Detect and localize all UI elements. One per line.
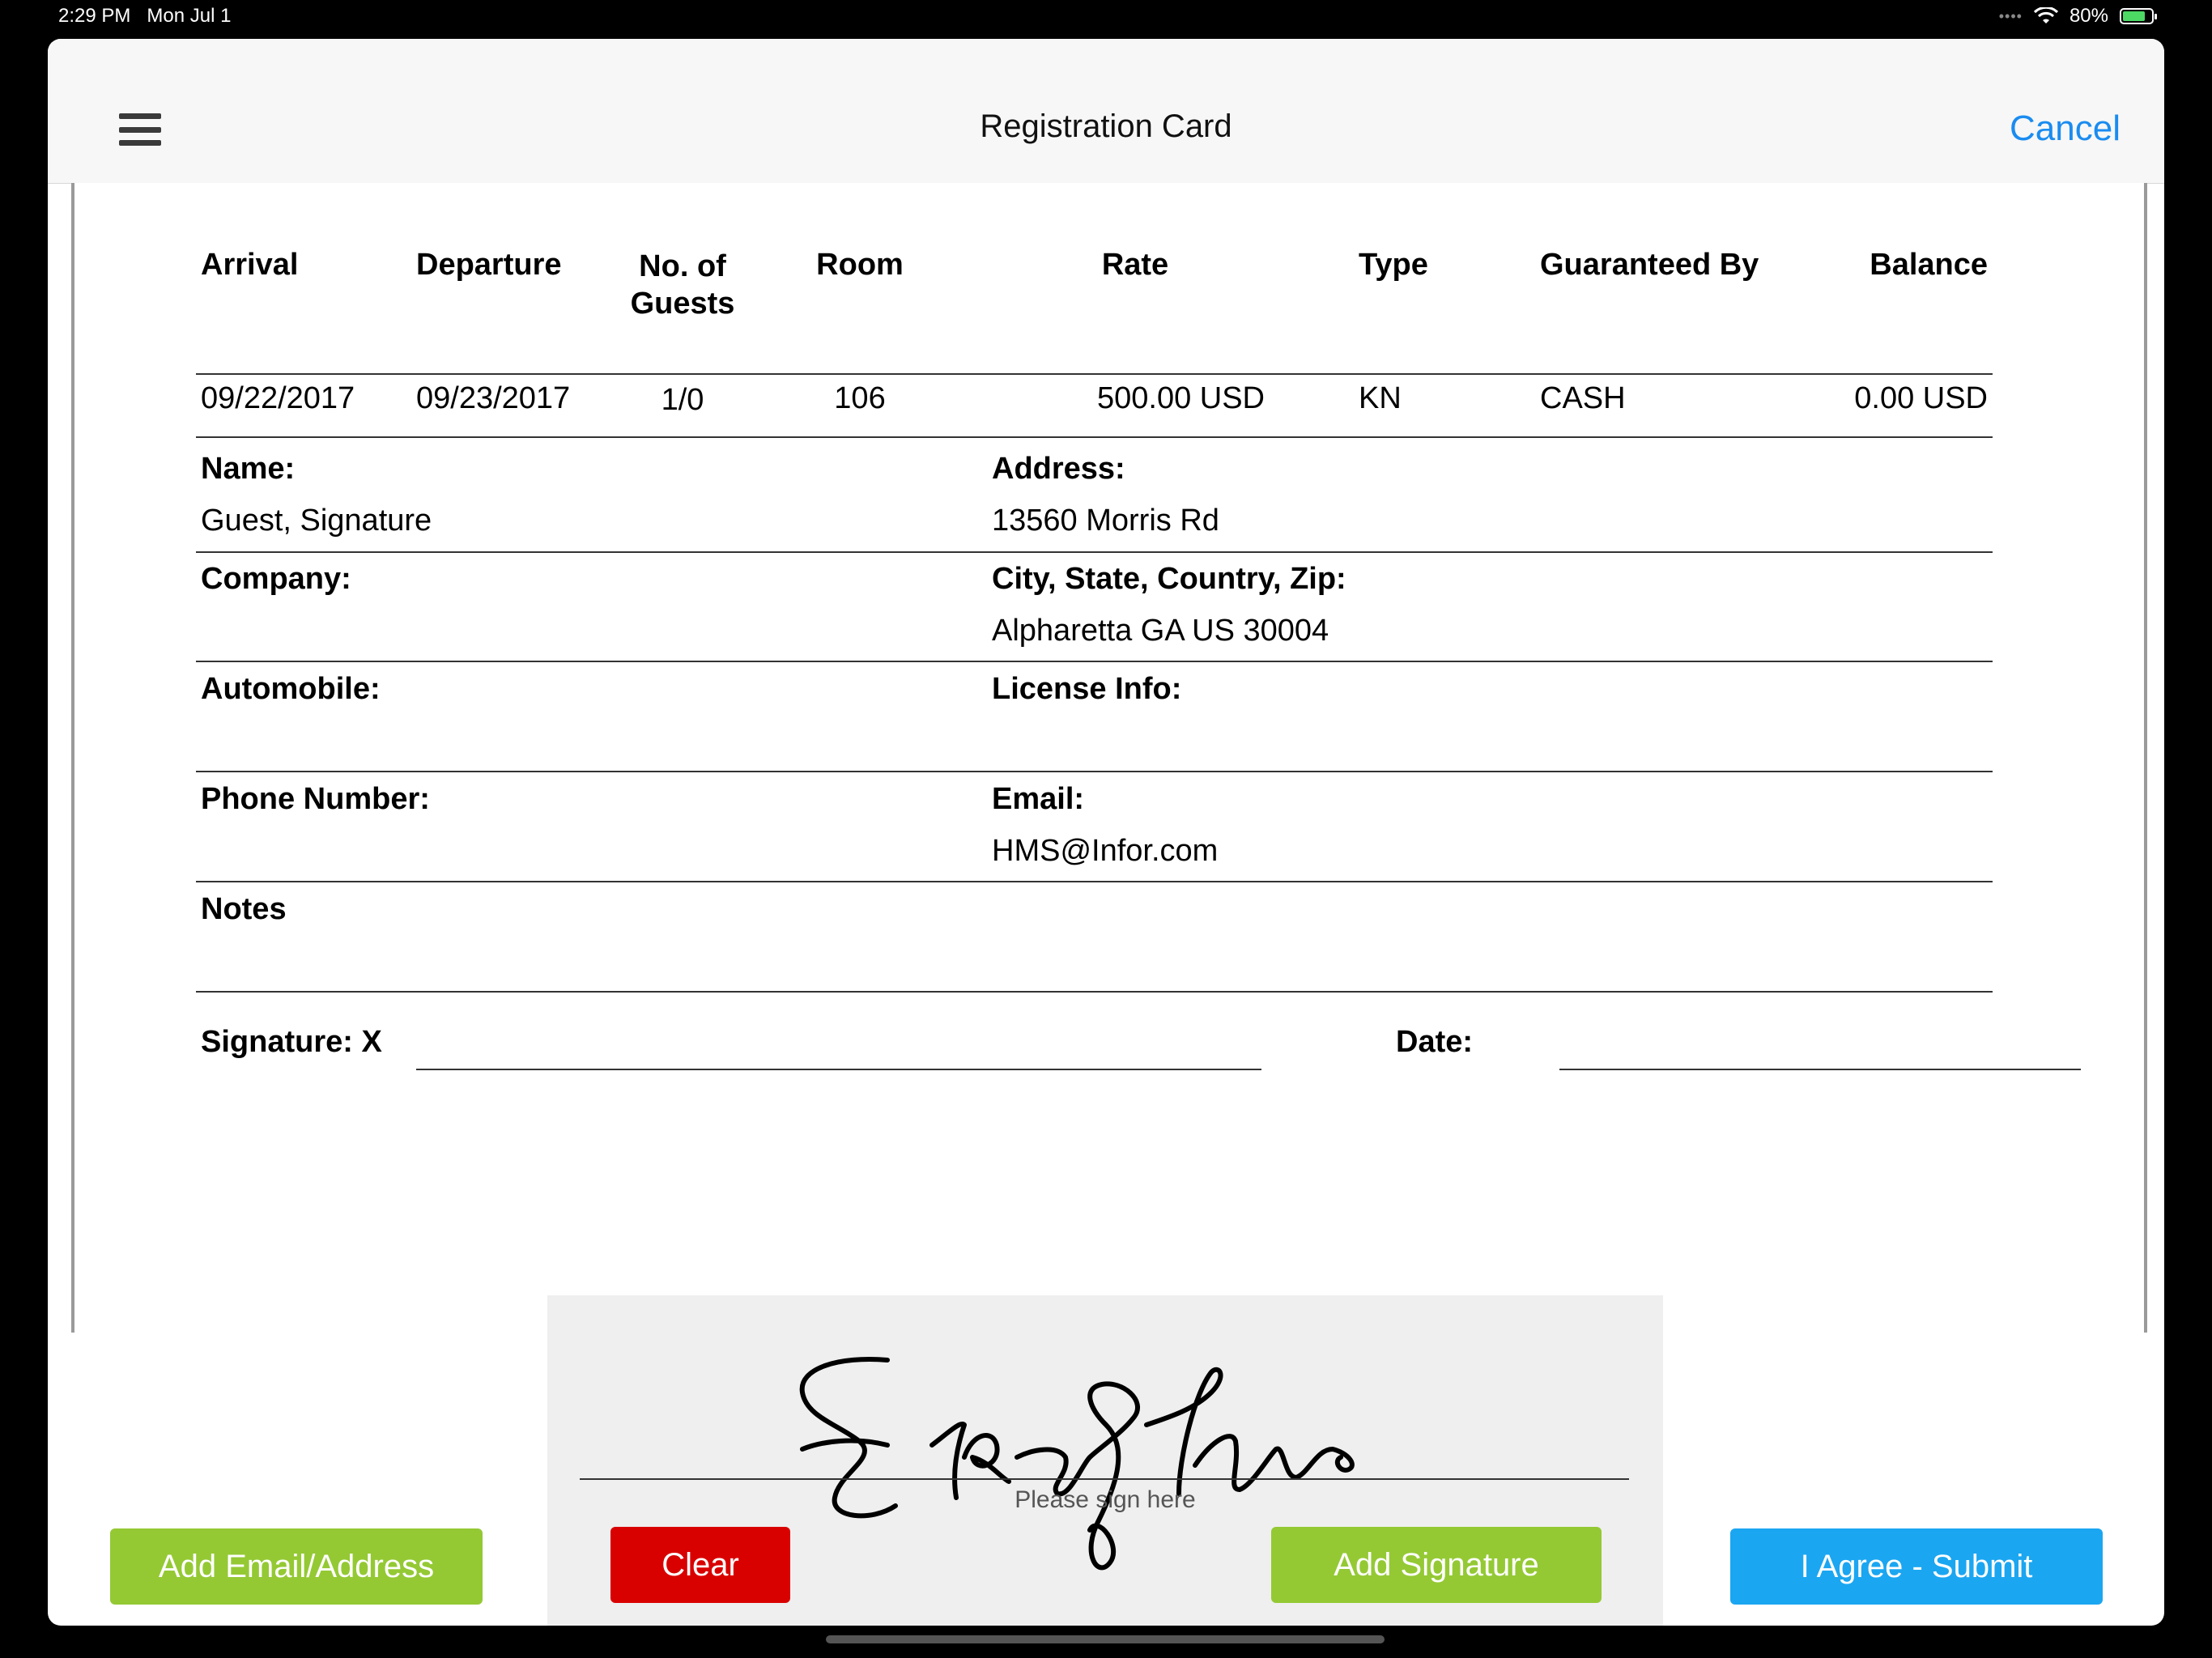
email-value: HMS@Infor.com	[992, 834, 1219, 868]
cancel-button[interactable]: Cancel	[2010, 108, 2121, 148]
status-time: 2:29 PM	[58, 5, 131, 27]
reservation-data-row	[196, 381, 1993, 430]
status-date: Mon Jul 1	[147, 5, 232, 27]
header-arrival: Arrival	[201, 248, 299, 282]
cellular-dots-icon: ••••	[1998, 7, 2023, 24]
license-info-label: License Info:	[992, 672, 1182, 706]
add-email-address-button[interactable]: Add Email/Address	[110, 1528, 483, 1605]
phone-number-label: Phone Number:	[201, 782, 430, 816]
registration-card	[71, 183, 2147, 1333]
clear-button[interactable]: Clear	[610, 1527, 790, 1603]
status-bar-left	[58, 5, 231, 28]
email-label: Email:	[992, 782, 1085, 816]
balance-value: 0.00 USD	[1854, 381, 1988, 415]
automobile-label: Automobile:	[201, 672, 381, 706]
battery-icon	[2120, 8, 2154, 24]
battery-percent: 80%	[2069, 5, 2108, 27]
home-indicator[interactable]	[826, 1635, 1385, 1643]
add-signature-button[interactable]: Add Signature	[1271, 1527, 1602, 1603]
divider	[196, 373, 1993, 375]
header-guests-line2: Guests	[630, 287, 735, 321]
signature-pad-hint: Please sign here	[1015, 1486, 1196, 1513]
divider	[196, 771, 1993, 772]
header-room: Room	[816, 248, 904, 282]
header-rate: Rate	[1101, 248, 1169, 282]
divider	[196, 991, 1993, 993]
wifi-icon	[2034, 7, 2058, 25]
header-guaranteed-by: Guaranteed By	[1540, 248, 1759, 282]
status-bar-right	[1999, 5, 2154, 28]
address-label: Address:	[992, 452, 1125, 486]
arrival-value: 09/22/2017	[201, 381, 355, 415]
signature-line	[416, 1069, 1261, 1070]
guests-value: 1/0	[661, 383, 704, 417]
header-departure: Departure	[416, 248, 562, 282]
registration-sheet	[48, 39, 2164, 1626]
page-title: Registration Card	[980, 108, 1232, 144]
rate-value: 500.00 USD	[1096, 381, 1265, 415]
date-line	[1559, 1069, 2081, 1070]
divider	[196, 661, 1993, 662]
room-value: 106	[834, 381, 886, 415]
header-type: Type	[1359, 248, 1428, 282]
city-state-country-zip-value: Alpharetta GA US 30004	[992, 614, 1329, 648]
header-guests-line1: No. of	[639, 249, 726, 283]
address-value: 13560 Morris Rd	[992, 504, 1219, 538]
departure-value: 09/23/2017	[416, 381, 571, 415]
city-state-country-zip-label: City, State, Country, Zip:	[992, 562, 1346, 596]
signature-label: Signature: X	[201, 1025, 382, 1059]
name-label: Name:	[201, 452, 296, 486]
navigation-bar	[48, 39, 2164, 184]
notes-label: Notes	[201, 892, 287, 926]
guaranteed-by-value: CASH	[1540, 381, 1626, 415]
type-value: KN	[1359, 381, 1402, 415]
name-value: Guest, Signature	[201, 504, 432, 538]
header-balance: Balance	[1870, 248, 1988, 282]
reservation-header-row	[196, 248, 1993, 337]
divider	[196, 881, 1993, 882]
signature-pad-baseline	[580, 1478, 1629, 1480]
divider	[196, 551, 1993, 553]
divider	[196, 436, 1993, 438]
agree-submit-button[interactable]: I Agree - Submit	[1730, 1528, 2103, 1605]
header-guests	[617, 248, 748, 322]
date-label: Date:	[1396, 1025, 1474, 1059]
company-label: Company:	[201, 562, 351, 596]
